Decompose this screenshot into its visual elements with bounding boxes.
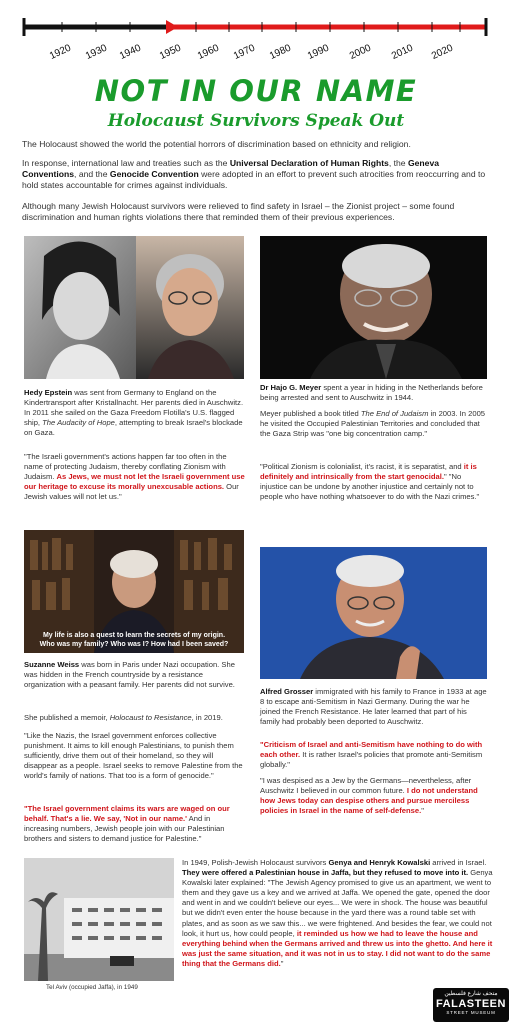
- tel-aviv-photo: [24, 858, 174, 981]
- year-label: 1970: [232, 42, 257, 62]
- epstein-photo: [24, 236, 244, 379]
- intro-paragraph-2: In response, international law and treaties such as the Universal Declaration of Human Rights, the Geneva Conventions, and the Genocide Convention were adopted in an effort to prevent such atrocities from reoccurring and to hold states accountable for crimes against individuals.: [22, 158, 486, 191]
- meyer-bio-2: Meyer published a book titled The End of Judaism in 2003. In 2005 he visited the Occupied Palestinian Territories and concluded that the Gaza Strip was "one big concentration camp.": [260, 409, 486, 439]
- year-label: 1950: [158, 42, 183, 62]
- kowalski-text: In 1949, Polish-Jewish Holocaust survivors Genya and Henryk Kowalski arrived in Israel. They were offered a Palestinian house in Jaffa, but they refused to move into it. Genya Kowalski later explained: "The Jewish Agency promised to give us an apartment, we went to them and they gave us a key and we arrived at Jaffa. We opened the gate, opened the door and went in and we couldn't believe our eyes... We were in shock. The house was beautiful but we didn't even enter the house because in the yard there was a round table set with plates, and as soon as we saw this... we were frightened. And besides the fear, we could not look, it hurt us, how could people, it reminded us how we had to leave the house and everything behind when the Germans arrived and threw us into the ghetto. And here it was just the same situation, and it was not in us to stay. I did not want to do the same thing that the Germans did.": [182, 858, 493, 968]
- year-label: 1990: [306, 42, 331, 62]
- grosser-photo: [260, 547, 487, 679]
- epstein-quote: "The Israeli government's actions happen far too often in the name of protecting Judaism, thereby conflating Zionism with Judaism. As Jews, we must not let the Israeli government use our heritage to excuse its morally unexcusable actions. Our Jewish values will not let us.": [24, 452, 245, 502]
- weiss-subtitle-line-1: My life is also a quest to learn the secrets of my origin.: [42, 632, 226, 639]
- timeline-arrow: [166, 20, 178, 34]
- meyer-photo: [260, 236, 487, 379]
- weiss-bio-2: She published a memoir, Holocaust to Resistance, in 2019.: [24, 713, 223, 722]
- meyer-quote: "Political Zionism is colonialist, it's racist, it is separatist, and it is definitely and intrinsically from the start genocidal." "No injustice can be undone by another injustice and certainly not to people who have nothing whatsoever to do with the Nazi crimes.": [260, 462, 480, 502]
- weiss-bio: Suzanne Weiss was born in Paris under Nazi occupation. She was hidden in the French countryside by a resistance organization with a peasant family. Her parents did not survive.: [24, 660, 235, 690]
- timeline-bar: [0, 0, 512, 40]
- page-subtitle: Holocaust Survivors Speak Out: [107, 111, 405, 131]
- year-label: 1940: [118, 42, 143, 62]
- tel-aviv-caption: Tel Aviv (occupied Jaffa), in 1949: [46, 984, 138, 991]
- grosser-bio: Alfred Grosser immigrated with his family to France in 1933 at age 8 to escape anti-Semitism in Nazi Germany. During the war he joined the French Resistance. He later learned that part of his family had probably been deported to Auschwitz.: [260, 687, 487, 727]
- year-label: 2000: [348, 42, 373, 62]
- year-label: 1920: [48, 42, 73, 62]
- year-label: 2010: [390, 42, 415, 62]
- weiss-subtitle-line-2: Who was my family? Who was I? How had I been saved?: [39, 641, 229, 648]
- intro-paragraph-3: Although many Jewish Holocaust survivors were relieved to find safety in Israel – the Zionist project – some found discrimination and human rights violations there that reminded them of their previous experiences.: [22, 201, 455, 223]
- timeline: [0, 0, 512, 62]
- weiss-quote-2: "The Israel government claims its wars are waged on our behalf. That's a lie. We say, 'Not in our name.' And in increasing numbers, Jewish people join with our Palestinian brothers and sisters to demand justice for Palestine.": [24, 804, 230, 844]
- year-label: 1980: [268, 42, 293, 62]
- weiss-video-still: [24, 530, 244, 653]
- year-label: 1930: [84, 42, 109, 62]
- year-label: 1960: [196, 42, 221, 62]
- grosser-quote-1: "Criticism of Israel and anti-Semitism have nothing to do with each other. It is rather Israel's policies that promote anti-Semitism globally.": [260, 740, 483, 770]
- falasteen-museum-logo: متحف شارع فلسطين FALASTEEN STREET MUSEUM: [433, 988, 509, 1022]
- year-label: 2020: [430, 42, 455, 62]
- weiss-quote-1: "Like the Nazis, the Israel government enforces collective punishment. It aims to kill enough Palestinians, to punish them sufficiently, drive them out of their homeland, so they will disappear as a people. Israel seeks to remove Palestine from the world's family of nations. That too is a form of genocide.": [24, 731, 243, 781]
- page-title: NOT IN OUR NAME: [94, 74, 418, 108]
- epstein-bio: Hedy Epstein was sent from Germany to England on the Kindertransport after Kristallnacht. Her parents died in Auschwitz. In 2011 she sailed on the Gaza Freedom Flotilla's U.S. flagged ship, The Audacity of Hope, attempting to break Israel's blockade on Gaza.: [24, 388, 244, 438]
- intro-paragraph-1: The Holocaust showed the world the potential horrors of discrimination based on ethnicity and religion.: [22, 139, 411, 149]
- grosser-quote-2: "I was despised as a Jew by the Germans—nevertheless, after Auschwitz I believed in our common future. I do not understand how Jews today can despise others and pursue merciless policies in Israel in the name of self-defense.": [260, 776, 478, 816]
- meyer-bio: Dr Hajo G. Meyer spent a year in hiding in the Netherlands before being arrested and sent to Auschwitz in 1944.: [260, 383, 483, 403]
